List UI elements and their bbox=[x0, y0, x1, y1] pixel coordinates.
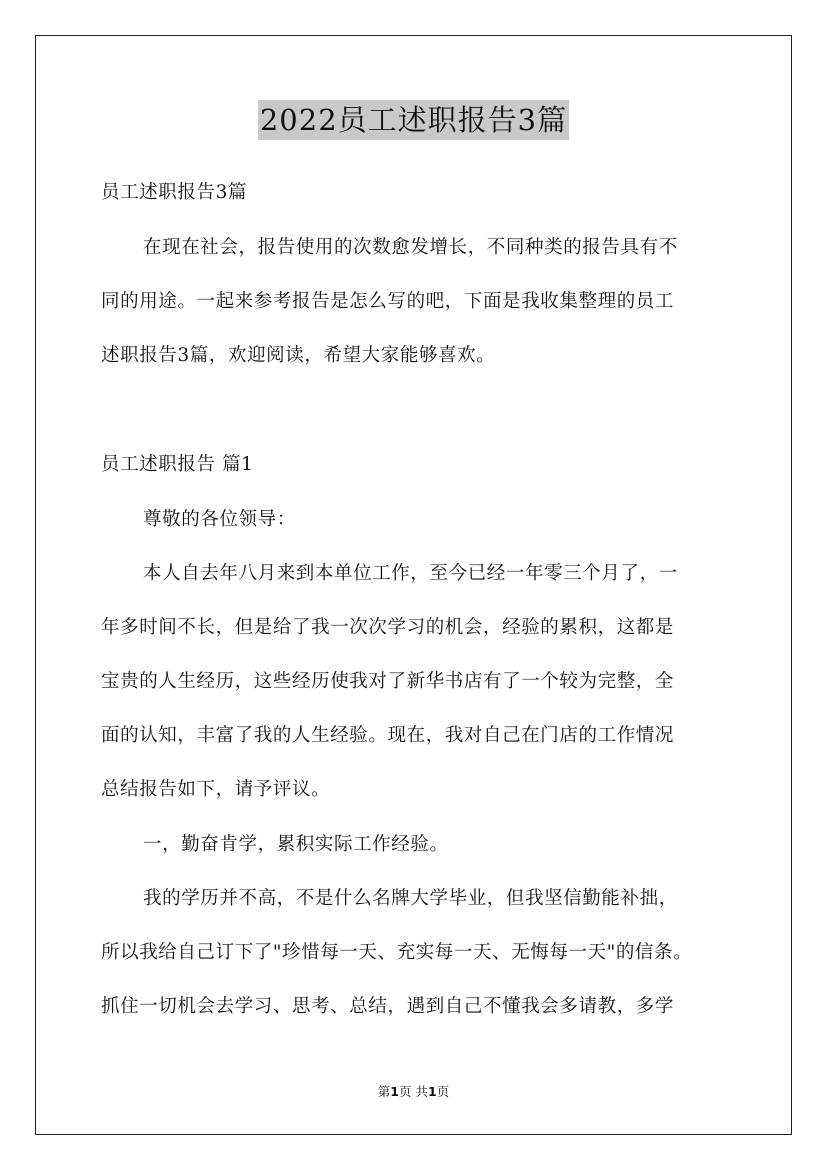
salutation: 尊敬的各位领导： bbox=[143, 509, 296, 530]
page-footer bbox=[0, 1083, 827, 1101]
page-number: 1 bbox=[390, 1084, 399, 1099]
paragraph-line: 我的学历并不高，不是什么名牌大学毕业，但我坚信勤能补拙， bbox=[143, 888, 678, 909]
paragraph-line: 同的用途。一起来参考报告是怎么写的吧，下面是我收集整理的员工 bbox=[101, 291, 675, 312]
footer-prefix: 第 bbox=[377, 1084, 391, 1099]
paragraph-line: 面的认知，丰富了我的人生经验。现在，我对自己在门店的工作情况 bbox=[101, 725, 675, 746]
paragraph-line: 在现在社会，报告使用的次数愈发增长，不同种类的报告具有不 bbox=[143, 237, 678, 258]
paragraph-line: 宝贵的人生经历，这些经历使我对了新华书店有了一个较为完整，全 bbox=[101, 671, 675, 692]
paragraph-line: 总结报告如下，请予评议。 bbox=[101, 779, 331, 800]
title-container bbox=[0, 100, 827, 140]
paragraph-line: 年多时间不长，但是给了我一次次学习的机会，经验的累积，这都是 bbox=[101, 617, 675, 638]
section-heading: 员工述职报告3篇 bbox=[101, 182, 248, 203]
paragraph-line: 所以我给自己订下了"珍惜每一天、充实每一天、无悔每一天"的信条。 bbox=[101, 942, 693, 963]
paragraph-line: 述职报告3篇，欢迎阅读，希望大家能够喜欢。 bbox=[101, 345, 496, 366]
paragraph-line: 抓住一切机会去学习、思考、总结，遇到自己不懂我会多请教，多学 bbox=[101, 996, 675, 1017]
subsection-heading: 一，勤奋肯学，累积实际工作经验。 bbox=[143, 834, 449, 855]
section-heading: 员工述职报告 篇1 bbox=[101, 454, 254, 475]
total-pages: 1 bbox=[427, 1084, 437, 1099]
paragraph-line: 本人自去年八月来到本单位工作，至今已经一年零三个月了，一 bbox=[143, 563, 678, 584]
document-title: 2022员工述职报告3篇 bbox=[258, 100, 569, 140]
footer-suffix: 页 bbox=[436, 1084, 450, 1099]
footer-mid: 页 共 bbox=[399, 1084, 428, 1099]
